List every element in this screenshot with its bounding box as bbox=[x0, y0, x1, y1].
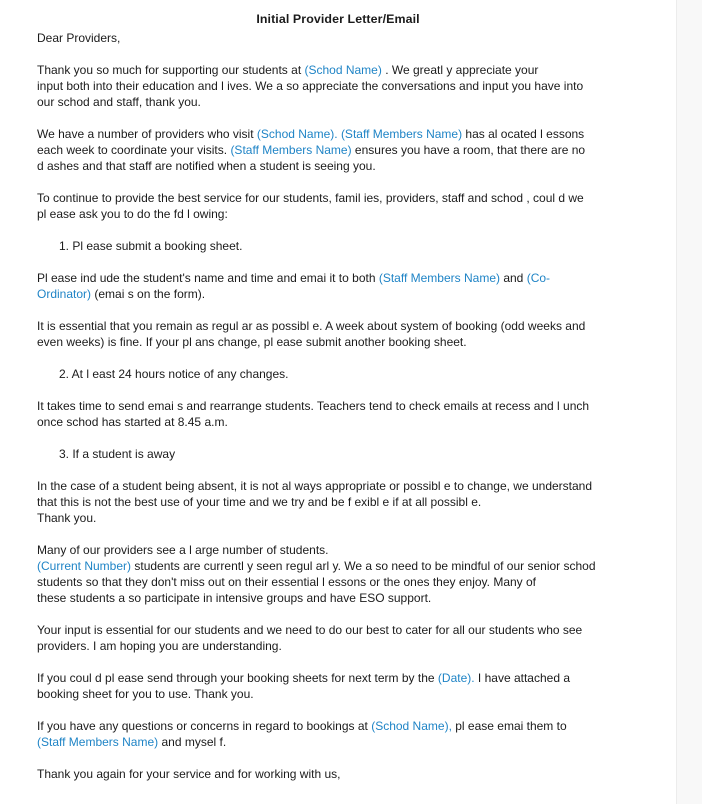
text: Your input is essential for our students and we need to do our best to cater for all our students who see bbox=[37, 623, 583, 637]
text: (emai s on the form). bbox=[91, 287, 206, 301]
paragraph-10 bbox=[37, 670, 597, 702]
paragraph-7 bbox=[37, 478, 597, 526]
placeholder-staff-name: (Staff Members Name) bbox=[378, 271, 500, 285]
text: that this is not the best use of your time and we try and be f exibl e if at all possibl e. bbox=[37, 495, 482, 509]
paragraph-11 bbox=[37, 718, 597, 750]
text: To continue to provide the best service for our students, famil ies, providers, staff and schod , coul d we bbox=[37, 191, 584, 205]
placeholder-school-name: (Schod Name). bbox=[256, 127, 338, 141]
text: Thank you. bbox=[37, 511, 97, 525]
paragraph-9 bbox=[37, 622, 597, 654]
text: It is essential that you remain as regul ar as possibl e. A week about system of booking (odd weeks and bbox=[37, 319, 586, 333]
paragraph-4 bbox=[37, 270, 597, 302]
list-item-3: 3. If a student is away bbox=[59, 447, 176, 461]
list-item-2: 2. At l east 24 hours notice of any changes. bbox=[59, 367, 289, 381]
placeholder-staff-name: (Staff Members Name) bbox=[230, 143, 352, 157]
text: Pl ease ind ude the student's name and time and emai it to both bbox=[37, 271, 379, 285]
list-item-1: 1. Pl ease submit a booking sheet. bbox=[59, 239, 243, 253]
text: booking sheet for you to use. Thank you. bbox=[37, 687, 254, 701]
text: d ashes and that staff are notified when a student is seeing you. bbox=[37, 159, 376, 173]
text: these students a so participate in intensive groups and have ESO support. bbox=[37, 591, 432, 605]
paragraph-2 bbox=[37, 126, 597, 174]
placeholder-coordinator: (Co- bbox=[526, 271, 551, 285]
text: ensures you have a room, that there are no bbox=[351, 143, 586, 157]
closing-line: Thank you again for your service and for working with us, bbox=[37, 767, 341, 781]
text: and mysel f. bbox=[158, 735, 227, 749]
text: pl ease emai them to bbox=[451, 719, 567, 733]
placeholder-date: (Date). bbox=[437, 671, 475, 685]
text: Thank you so much for supporting our students at bbox=[37, 63, 305, 77]
paragraph-8 bbox=[37, 542, 597, 606]
text: In the case of a student being absent, it is not al ways appropriate or possibl e to change, we understand bbox=[37, 479, 593, 493]
text: and bbox=[500, 271, 527, 285]
text: Many of our providers see a l arge number of students. bbox=[37, 543, 329, 557]
placeholder-staff-name: (Staff Members Name) bbox=[37, 735, 159, 749]
placeholder-coordinator: Ordinator) bbox=[37, 287, 92, 301]
document-body bbox=[37, 30, 597, 782]
text: If you coul d pl ease send through your booking sheets for next term by the bbox=[37, 671, 438, 685]
text: providers. I am hoping you are understanding. bbox=[37, 639, 282, 653]
placeholder-current-number: (Current Number) bbox=[37, 559, 132, 573]
document-title: Initial Provider Letter/Email bbox=[256, 12, 420, 26]
text: students are currentl y seen regul arl y. We a so need to be mindful of our senior schod bbox=[131, 559, 596, 573]
placeholder-school-name: (Schod Name), bbox=[371, 719, 452, 733]
paragraph-3 bbox=[37, 190, 597, 222]
text: It takes time to send emai s and rearrange students. Teachers tend to check emails at recess and l unch bbox=[37, 399, 590, 413]
text: I have attached a bbox=[474, 671, 570, 685]
text: We have a number of providers who visit bbox=[37, 127, 257, 141]
text: once schod has started at 8.45 a.m. bbox=[37, 415, 228, 429]
text: input both into their education and l ives. We a so appreciate the conversations and input you have into bbox=[37, 79, 584, 93]
text: has al ocated l essons bbox=[462, 127, 585, 141]
text: . We greatl y appreciate your bbox=[381, 63, 539, 77]
paragraph-5 bbox=[37, 318, 597, 350]
text: students so that they don't miss out on their essential l essons or the ones they enjoy. Many of bbox=[37, 575, 537, 589]
text: even weeks) is fine. If your pl ans change, pl ease submit another booking sheet. bbox=[37, 335, 467, 349]
text: our schod and staff, thank you. bbox=[37, 95, 201, 109]
placeholder-staff-name: (Staff Members Name) bbox=[340, 127, 463, 141]
placeholder-school-name: (Schod Name) bbox=[304, 63, 382, 77]
text: pl ease ask you to do the fd l owing: bbox=[37, 207, 228, 221]
text: If you have any questions or concerns in regard to bookings at bbox=[37, 719, 372, 733]
paragraph-6 bbox=[37, 398, 597, 430]
text: each week to coordinate your visits. bbox=[37, 143, 231, 157]
paragraph-1 bbox=[37, 62, 597, 110]
greeting: Dear Providers, bbox=[37, 31, 121, 45]
page-margin-strip bbox=[676, 0, 702, 804]
